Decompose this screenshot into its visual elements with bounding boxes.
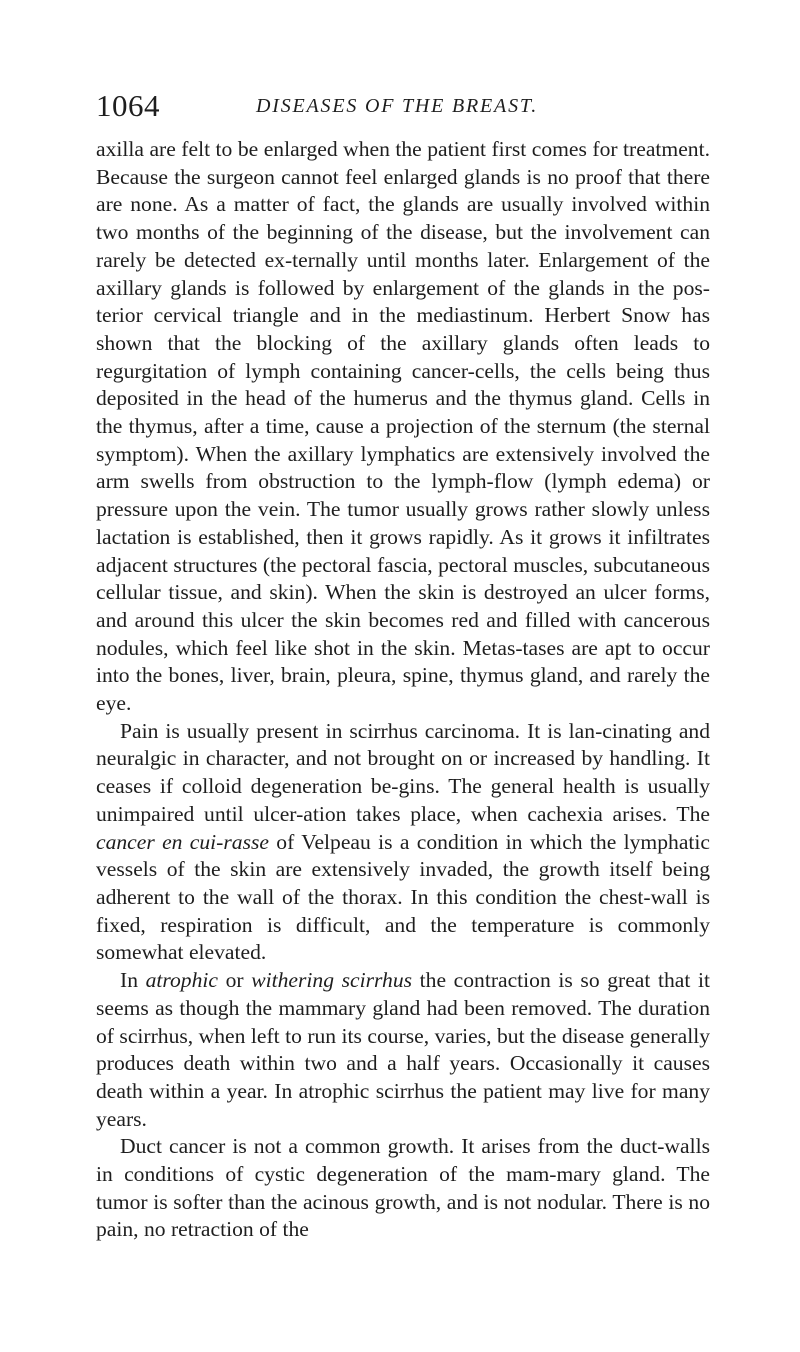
paragraph-2-text-b: of Velpeau is a condition in which the lymphatic vessels of the skin are extensively invaded, the growth itself being adherent to the wall of the thorax. In this condition the chest-wall is fixed, respiration is difficult, and the temperature is commonly somewhat elevated. — [96, 829, 710, 965]
paragraph-2 — [96, 718, 710, 967]
italic-term-atrophic: atrophic — [145, 968, 218, 993]
paragraph-2-text-a: Pain is usually present in scirrhus carcinoma. It is lan-cinating and neuralgic in character, and not brought on or increased by handling. It ceases if colloid degeneration be-gins. The general health is usually unimpaired until ulcer-ation takes place, when cachexia arises. The — [96, 718, 710, 826]
italic-term-withering-scirrhus: withering scirrhus — [251, 968, 413, 993]
running-head: DISEASES OF THE BREAST. — [256, 95, 539, 117]
page-header — [96, 90, 710, 122]
body-text — [96, 136, 710, 1244]
paragraph-3-text-b: or — [217, 968, 252, 993]
paragraph-3 — [96, 967, 710, 1133]
page-number: 1064 — [96, 88, 160, 123]
paragraph-3-text-a: In — [120, 968, 146, 993]
paragraph-1: axilla are felt to be enlarged when the patient first comes for treatment. Because the surgeon cannot feel enlarged glands is no proof that there are none. As a matter of fact, the glands are usually involved within two months of the beginning of the disease, but the involvement can rarely be detected ex-ternally until months later. Enlargement of the axillary glands is followed by enlargement of the glands in the pos-terior cervical triangle and in the mediastinum. Herbert Snow has shown that the blocking of the axillary glands often leads to regurgitation of lymph containing cancer-cells, the cells being thus deposited in the head of the humerus and the thymus gland. Cells in the thymus, after a time, cause a projection of the sternum (the sternal symptom). When the axillary lymphatics are extensively involved the arm swells from obstruction to the lymph-flow (lymph edema) or pressure upon the vein. The tumor usually grows rather slowly unless lactation is established, then it grows rapidly. As it grows it infiltrates adjacent structures (the pectoral fascia, pectoral muscles, subcutaneous cellular tissue, and skin). When the skin is destroyed an ulcer forms, and around this ulcer the skin becomes red and filled with cancerous nodules, which feel like shot in the skin. Metas-tases are apt to occur into the bones, liver, brain, pleura, spine, thymus gland, and rarely the eye. — [96, 137, 710, 716]
italic-term-cancer-en-cuirasse: cancer en cui-rasse — [96, 829, 269, 854]
paragraph-3-text-c: the contraction is so great that it seems as though the mammary gland had been removed. The duration of scirrhus, when left to run its course, varies, but the disease generally produces death within two and a half years. Occasionally it causes death within a year. In atrophic scirrhus the patient may live for many years. — [96, 968, 710, 1131]
paragraph-4: Duct cancer is not a common growth. It arises from the duct-walls in conditions of cystic degeneration of the mam-mary gland. The tumor is softer than the acinous growth, and is not nodular. There is no pain, no retraction of the — [96, 1134, 710, 1242]
